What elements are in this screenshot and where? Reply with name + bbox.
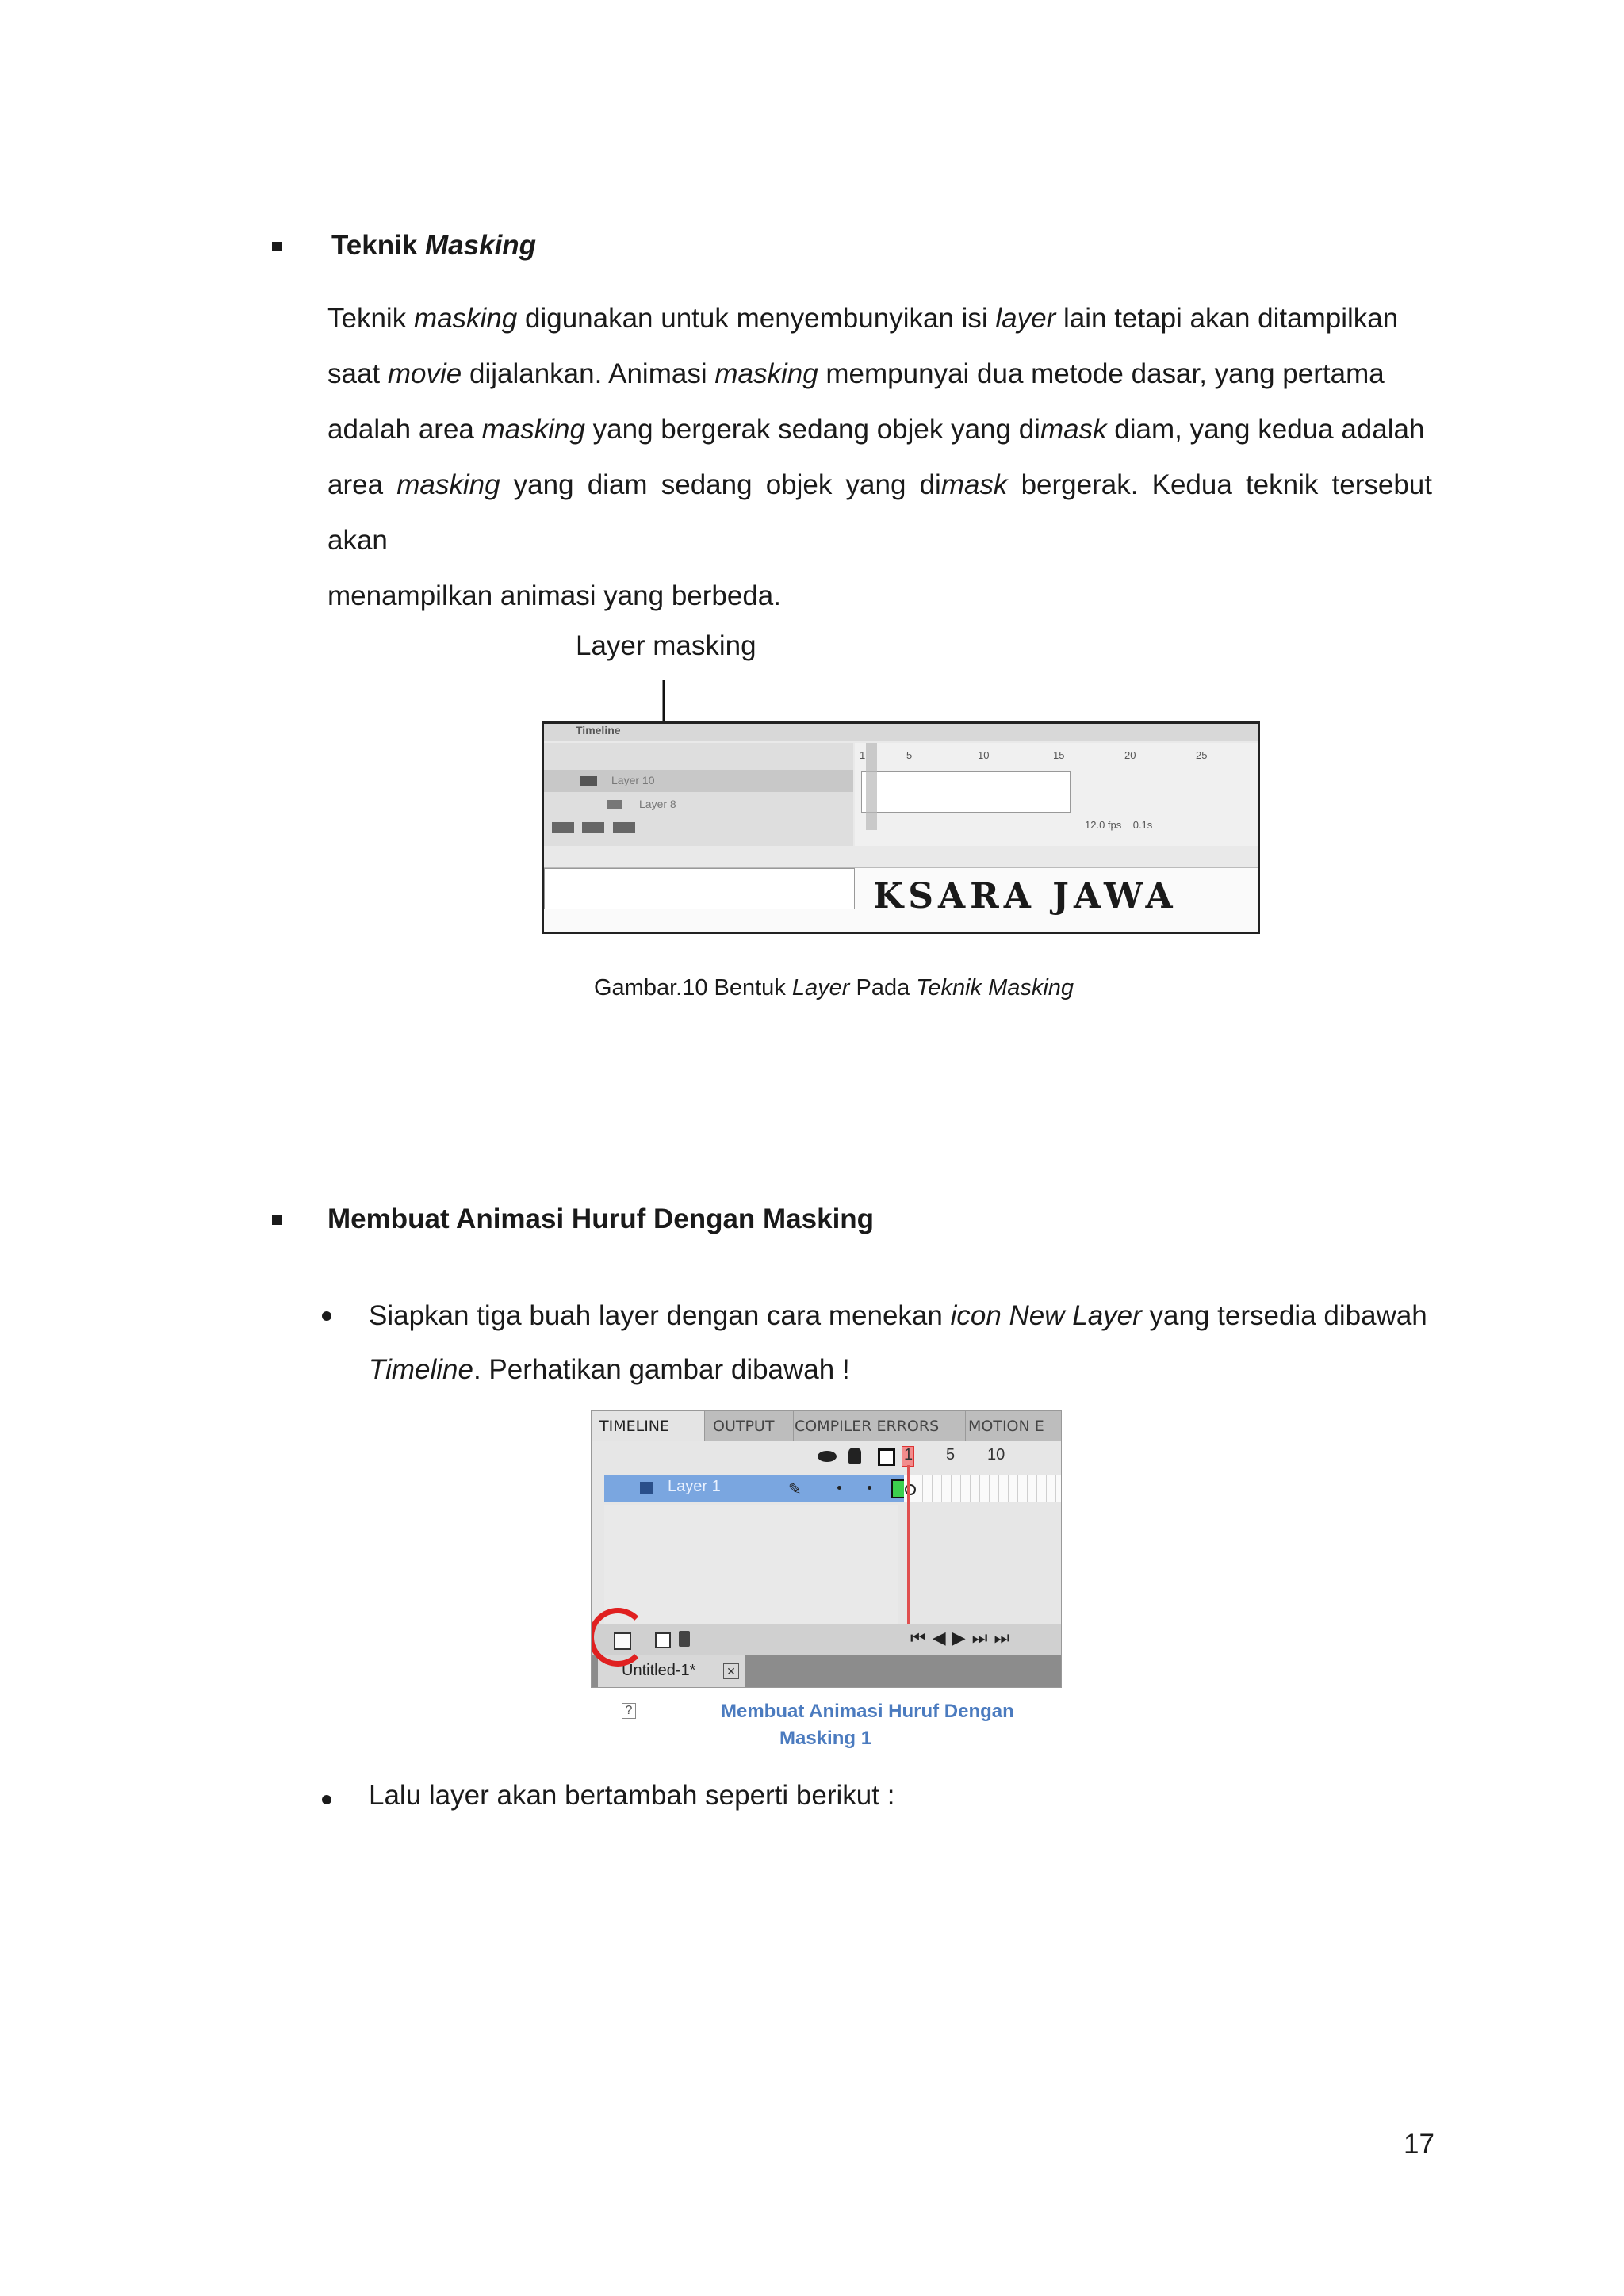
bullet-square-icon xyxy=(272,242,282,251)
bullet-dot-icon xyxy=(322,1311,331,1321)
layer-list xyxy=(544,743,853,846)
playback-controls[interactable]: ⏮◀▶⏭⏭ xyxy=(910,1628,1017,1647)
tab-output[interactable]: OUTPUT xyxy=(705,1411,794,1441)
playhead xyxy=(866,743,877,830)
timeline-panel-header: Timeline xyxy=(544,724,1258,741)
layer-name: Layer 8 xyxy=(639,798,676,810)
paragraph-line: Teknik masking digunakan untuk menyembunyikan isi layer lain tetapi akan ditampilkan xyxy=(327,303,1399,334)
document-tab-label: Untitled-1* xyxy=(622,1662,696,1679)
close-icon[interactable]: ✕ xyxy=(723,1663,739,1679)
aksara-jawa-text: KSARA JAWA xyxy=(873,876,1178,916)
ruler-tick-label: 25 xyxy=(1196,749,1208,761)
panel-tab-bar xyxy=(592,1411,1061,1441)
timeline-statusbar xyxy=(592,1624,1061,1656)
figure2-caption: Membuat Animasi Huruf Dengan Masking 1 xyxy=(721,1701,1014,1749)
trash-icon[interactable] xyxy=(679,1631,690,1647)
bullet-dot-icon xyxy=(322,1795,331,1804)
bullet2-text: Lalu layer akan bertambah seperti berikut : xyxy=(369,1780,895,1811)
layer-icon xyxy=(640,1482,653,1494)
new-folder-icon[interactable] xyxy=(655,1632,671,1648)
frames-area xyxy=(855,743,1258,846)
section-heading-membuat-animasi: Membuat Animasi Huruf Dengan Masking xyxy=(327,1203,875,1234)
layer-masked-icon xyxy=(607,800,622,809)
paragraph-line: menampilkan animasi yang berbeda. xyxy=(327,580,781,611)
ruler-tick-label: 10 xyxy=(978,749,990,761)
paragraph-line: area masking yang diam sedang objek yang dimask bergerak. Kedua teknik tersebut akan xyxy=(327,469,1432,556)
tab-motion-editor[interactable]: MOTION E xyxy=(960,1411,1062,1441)
frame-cells xyxy=(904,1475,1062,1502)
layer-row-masking[interactable] xyxy=(544,770,853,792)
teknik-masking-paragraph xyxy=(327,291,1432,624)
ruler-tick-label: 20 xyxy=(1124,749,1136,761)
layer-row-masked[interactable] xyxy=(544,794,853,816)
pencil-icon: ✎ xyxy=(788,1481,802,1498)
ruler-tick-label: 5 xyxy=(906,749,913,761)
paragraph-line: adalah area masking yang bergerak sedang objek yang dimask diam, yang kedua adalah xyxy=(327,414,1425,445)
figure2-flash-timeline xyxy=(591,1410,1062,1688)
frame-span xyxy=(861,771,1071,813)
layer-name: Layer 10 xyxy=(611,774,655,786)
stage-left-box xyxy=(544,868,855,909)
paragraph-line: saat movie dijalankan. Animasi masking mempunyai dua metode dasar, yang pertama xyxy=(327,358,1385,389)
frame-status: 12.0 fps 0.1s xyxy=(1085,819,1153,831)
timeline-body xyxy=(592,1441,1061,1624)
page-number: 17 xyxy=(1404,2129,1434,2160)
caption-marker: ? xyxy=(622,1703,636,1719)
lock-dot[interactable] xyxy=(868,1486,871,1490)
lock-icon[interactable] xyxy=(848,1448,861,1464)
outline-icon[interactable] xyxy=(878,1448,895,1466)
frame-ruler xyxy=(855,743,1258,767)
figure1-caption: Gambar.10 Bentuk Layer Pada Teknik Masking xyxy=(594,975,1074,1001)
layer-mask-icon xyxy=(580,776,597,786)
ruler-tick-label: 10 xyxy=(987,1446,1005,1464)
layer-name: Layer 1 xyxy=(668,1478,721,1495)
figure1-timeline-screenshot xyxy=(542,721,1260,934)
visible-dot[interactable] xyxy=(837,1486,841,1490)
section-heading-teknik-masking: Teknik Masking xyxy=(331,230,537,261)
ruler-tick-label: 1 xyxy=(860,749,866,761)
tab-timeline[interactable]: TIMELINE xyxy=(592,1411,705,1441)
eye-icon[interactable] xyxy=(818,1451,837,1462)
ruler-tick-label: 1 xyxy=(904,1446,914,1464)
layer-list-empty xyxy=(604,1505,898,1624)
highlight-circle xyxy=(591,1608,647,1667)
bullet-square-icon xyxy=(272,1215,282,1225)
layer-row[interactable] xyxy=(604,1475,926,1502)
figure1-annotation: Layer masking xyxy=(576,630,756,661)
ruler-tick-label: 15 xyxy=(1053,749,1065,761)
document-tab-bar xyxy=(592,1655,1061,1687)
stage-preview xyxy=(544,867,1258,932)
bullet1-line: Siapkan tiga buah layer dengan cara menekan icon New Layer yang tersedia dibawah xyxy=(369,1300,1427,1331)
timeline-tool-icons xyxy=(552,822,655,838)
playhead-line xyxy=(907,1465,910,1624)
bullet1-line: Timeline. Perhatikan gambar dibawah ! xyxy=(369,1354,850,1385)
frame-ruler xyxy=(902,1445,1060,1467)
bullet1-text xyxy=(369,1289,1432,1397)
tab-compiler-errors[interactable]: COMPILER ERRORS xyxy=(787,1411,966,1441)
ruler-tick-label: 5 xyxy=(946,1446,956,1464)
